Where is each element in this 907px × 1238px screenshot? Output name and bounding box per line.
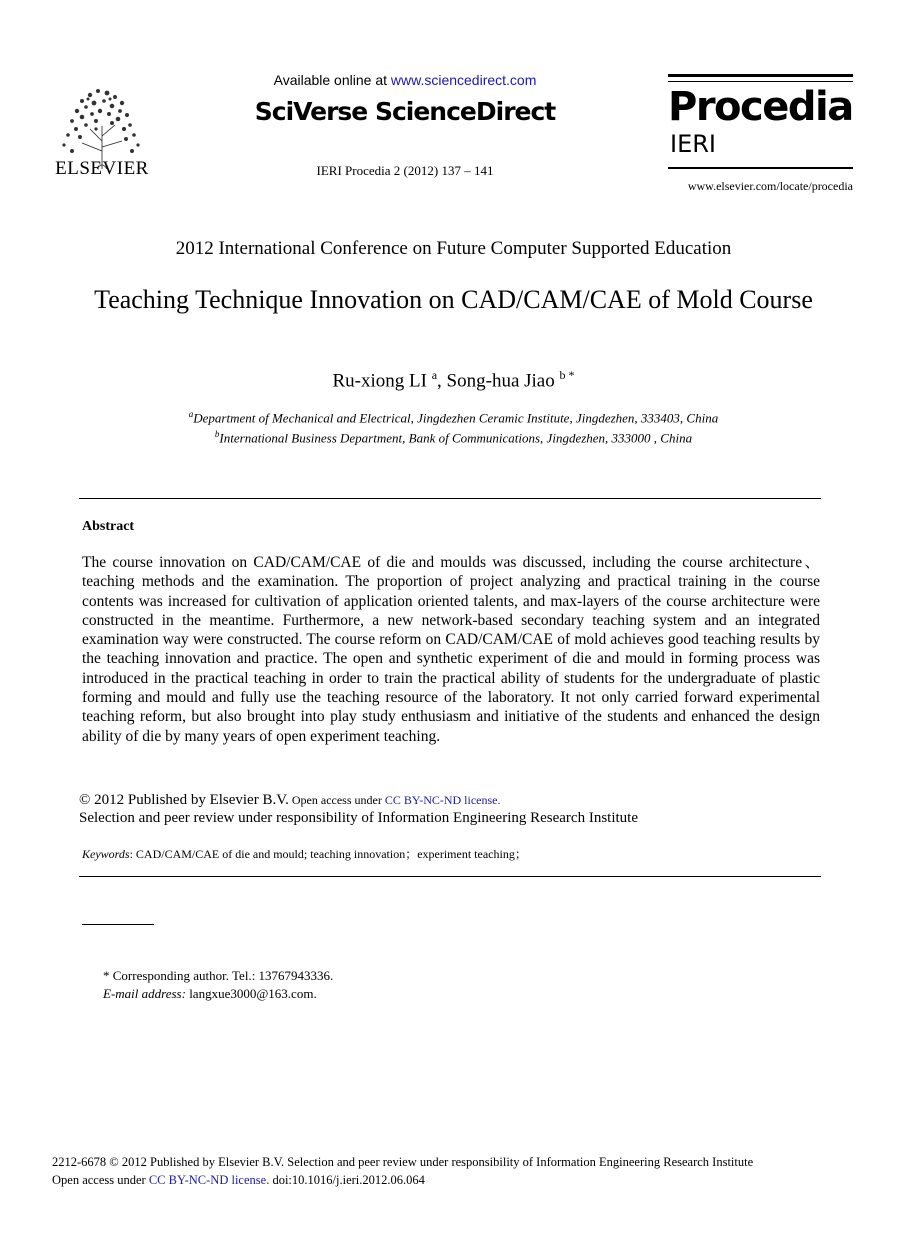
divider-bottom [79,876,821,877]
affil-mark: a [188,409,194,419]
author-affil-mark: b * [559,368,575,382]
keywords-text: : CAD/CAM/CAE of die and mould; teaching innovation；experiment teaching； [129,847,527,861]
keywords-line [82,845,822,862]
available-prefix: Available online at [273,72,391,88]
sciverse-brand: SciVerse ScienceDirect [254,97,556,126]
corresponding-author: * Corresponding author. Tel.: 13767943336. [103,968,334,983]
paper-title: Teaching Technique Innovation on CAD/CAM/CAE of Mold Course [94,285,813,314]
author-name: Ru-xiong LI [332,370,427,392]
divider-top [79,498,821,499]
elsevier-wordmark: ELSEVIER [55,158,149,179]
affil-text: Department of Mechanical and Electrical, Jingdezhen Ceramic Institute, Jingdezhen, 333403, China [193,410,719,426]
affil-mark: b [214,429,220,440]
page-footer [52,1153,852,1189]
abstract-text: The course innovation on CAD/CAM/CAE of die and moulds was discussed, including the course architecture、 teaching methods and the examination. The proportion of project analyzing and practical training in the course contents was increased for cultivation of application oriented talents, and max-layers of the course architecture were constructed in the meantime. Furthermore, a new network-based secondary teaching system and an integrated examination way were constructed. The course reform on CAD/CAM/CAE of mold achieves good teaching results by the teaching innovation and practice. The open and synthetic experiment of die and mould in forming process was introduced in the practical teaching in order to train the practical ability of students for the undergraduate of plastic forming and mould and fully use the teaching resource of the laboratory. It not only carried forward experimental teaching reform, but also brought into play study enthusiasm and initiative of the students and enhanced the design ability of die by many years of open experiment teaching. [82,554,820,745]
license-link[interactable]: CC BY-NC-ND license. [384,793,501,807]
email-line [103,985,333,1003]
author-name: Song-hua Jiao [446,370,555,392]
abstract-heading: Abstract [82,519,135,534]
conference-name: 2012 International Conference on Future Computer Supported Education [175,238,732,259]
open-access-prefix: Open access under [288,793,385,807]
email-address: langxue3000@163.com. [185,986,317,1001]
available-online [230,72,580,88]
procedia-rule-top [668,74,853,77]
peer-review-line: Selection and peer review under responsibility of Information Engineering Research Institute [79,810,638,826]
procedia-rule-top-thin [668,81,853,82]
copyright-text: © 2012 Published by Elsevier B.V. [79,792,289,808]
footer-doi-line [52,1171,852,1189]
footer-issn-line: 2212-6678 © 2012 Published by Elsevier B.V. Selection and peer review under responsibility of Information Engineering Research Institute [52,1155,754,1169]
footnote [103,967,333,1003]
journal-url-link[interactable]: www.elsevier.com/locate/procedia [687,179,853,193]
procedia-rule-bottom [668,167,853,169]
sciencedirect-link[interactable]: www.sciencedirect.com [390,72,537,88]
keywords-label: Keywords [82,847,130,861]
affiliations [0,406,907,447]
email-label: E-mail address: [103,986,186,1001]
doi: doi:10.1016/j.ieri.2012.06.064 [269,1173,425,1187]
footer-open-access: Open access under [52,1173,149,1187]
affil-text: International Business Department, Bank of Communications, Jingdezhen, 333000 , China [219,430,693,446]
affiliation-a [0,406,907,426]
journal-reference: IERI Procedia 2 (2012) 137 – 141 [316,163,494,178]
footnote-rule [82,924,154,925]
procedia-logo: Procedia [668,84,853,130]
affiliation-b [0,426,907,446]
footer-license-link[interactable]: CC BY-NC-ND license. [148,1173,270,1187]
copyright-line [79,791,839,809]
author-affil-mark: a [431,368,438,382]
procedia-ieri-label: IERI [670,130,716,158]
author-list: Ru-xiong LI $^a$, Song-hua Jiao $^{b *}$ [332,368,575,392]
copyright-block [79,791,839,827]
